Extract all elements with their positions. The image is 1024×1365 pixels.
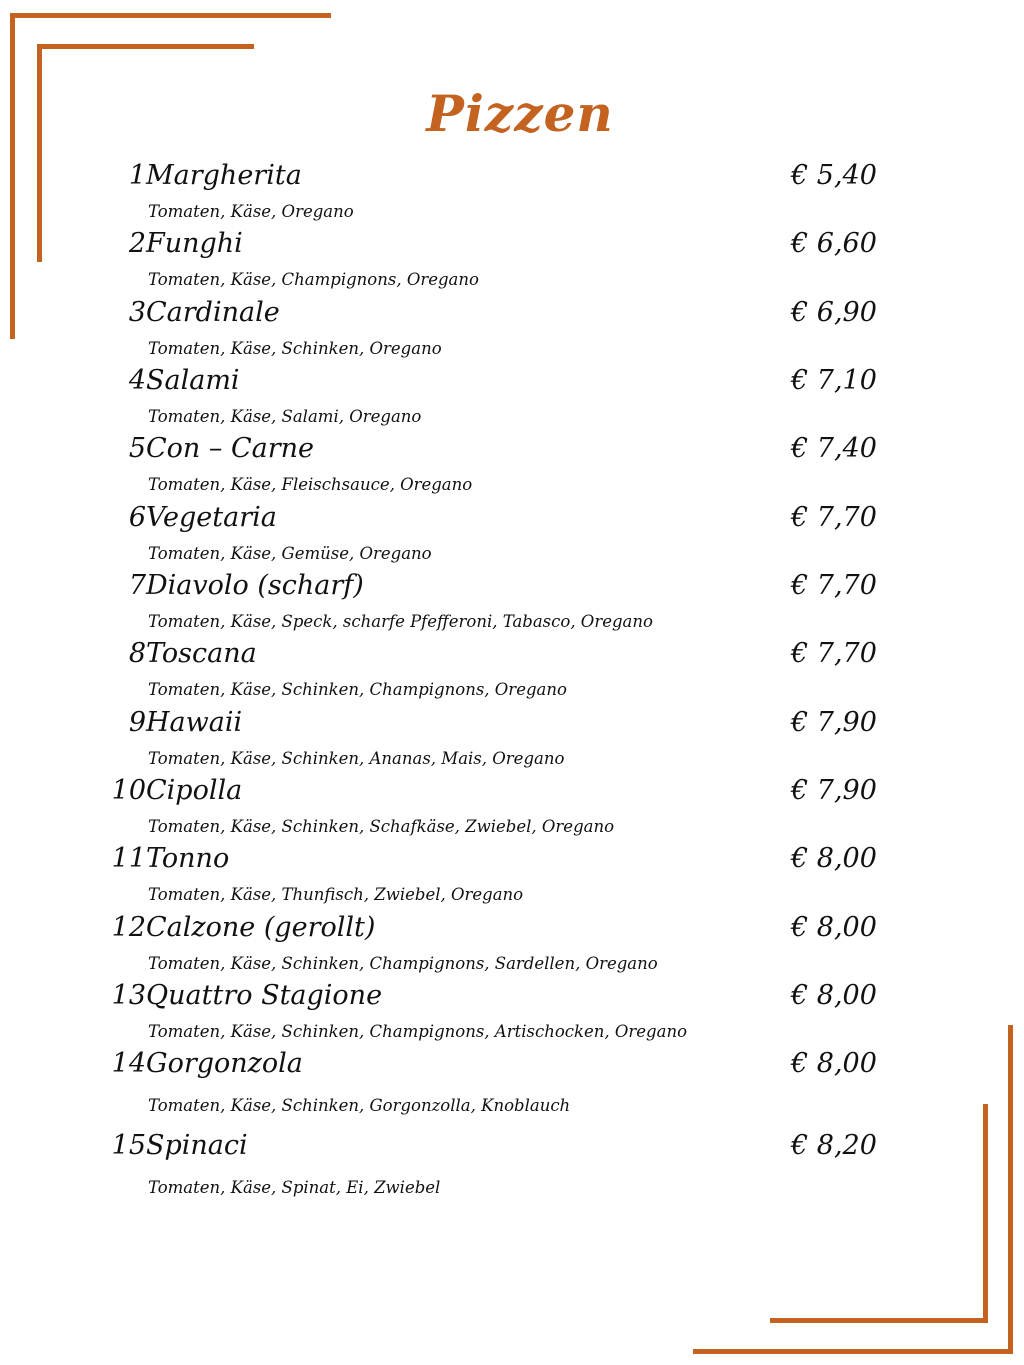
menu-item-number: 3 (128, 297, 146, 328)
menu-item-ingredients: Tomaten, Käse, Oregano (148, 202, 354, 221)
menu-item-price: € 6,60 (791, 228, 877, 259)
menu-item-price: € 7,40 (791, 433, 877, 464)
menu-item-name: Gorgonzola (146, 1048, 303, 1079)
menu-item-header (108, 502, 877, 534)
menu-item (108, 638, 877, 699)
menu-item-number: 4 (128, 365, 146, 396)
menu-item-price: € 7,90 (791, 775, 877, 806)
menu-item-ingredients: Tomaten, Käse, Fleischsauce, Oregano (148, 475, 473, 494)
menu-item-number: 5 (128, 433, 146, 464)
menu-item-ingredients: Tomaten, Käse, Schinken, Schafkäse, Zwiebel, Oregano (148, 817, 615, 836)
menu-item (108, 160, 877, 221)
menu-item-header (108, 707, 877, 739)
menu-item-number: 12 (111, 912, 146, 943)
menu-item (108, 912, 877, 973)
menu-item-price: € 8,00 (791, 1048, 877, 1079)
menu-item-header (108, 570, 877, 602)
menu-item-ingredients: Tomaten, Käse, Schinken, Champignons, Artischocken, Oregano (148, 1022, 688, 1041)
menu-item-header (108, 433, 877, 465)
menu-item-number: 11 (111, 843, 146, 874)
menu-item-ingredients: Tomaten, Käse, Schinken, Oregano (148, 339, 442, 358)
menu-item-header (108, 160, 877, 192)
menu-item-price: € 8,20 (791, 1130, 877, 1161)
menu-item (108, 570, 877, 631)
menu-item (108, 297, 877, 358)
menu-item-name: Con – Carne (146, 433, 314, 464)
menu-item-name: Quattro Stagione (146, 980, 383, 1011)
menu-item (108, 433, 877, 494)
menu-item-number: 7 (128, 570, 146, 601)
menu-item (108, 843, 877, 904)
menu-item-name: Tonno (146, 843, 230, 874)
menu-item-price: € 8,00 (791, 980, 877, 1011)
page-title: Pizzen (426, 84, 614, 143)
menu-item-number: 1 (128, 160, 146, 191)
menu-item-price: € 8,00 (791, 843, 877, 874)
menu-item-name: Hawaii (146, 707, 243, 738)
menu-item-header (108, 843, 877, 875)
menu-item (108, 707, 877, 768)
menu-item-number: 14 (111, 1048, 146, 1079)
menu-item-price: € 7,70 (791, 638, 877, 669)
menu-item-name: Spinaci (146, 1130, 248, 1161)
menu-item-price: € 8,00 (791, 912, 877, 943)
menu-item-ingredients: Tomaten, Käse, Gemüse, Oregano (148, 544, 432, 563)
menu-item-price: € 7,70 (791, 502, 877, 533)
menu-item-number: 6 (128, 502, 146, 533)
menu-item (108, 980, 877, 1041)
corner-line-bottom-inner-vertical (983, 1104, 988, 1323)
menu-item-header (108, 297, 877, 329)
menu-item-header (108, 980, 877, 1012)
menu-item-ingredients: Tomaten, Käse, Schinken, Champignons, Sardellen, Oregano (148, 954, 658, 973)
menu-item-header (108, 365, 877, 397)
menu-item-ingredients: Tomaten, Käse, Thunfisch, Zwiebel, Oregano (148, 885, 524, 904)
menu-item-name: Toscana (146, 638, 257, 669)
menu-item-number: 13 (111, 980, 146, 1011)
menu-item-name: Diavolo (scharf) (146, 570, 364, 601)
menu-item-name: Vegetaria (146, 502, 277, 533)
menu-item-header (108, 775, 877, 807)
menu-item-ingredients: Tomaten, Käse, Champignons, Oregano (148, 270, 479, 289)
menu-item (108, 775, 877, 836)
corner-line-bottom-outer-horizontal (693, 1349, 1013, 1354)
menu-item-name: Funghi (146, 228, 243, 259)
menu-item-number: 9 (128, 707, 146, 738)
corner-line-top-outer-horizontal (12, 13, 331, 18)
menu-item-header (108, 912, 877, 944)
menu-item-name: Calzone (gerollt) (146, 912, 376, 943)
menu-item (108, 365, 877, 426)
menu-item-header (108, 638, 877, 670)
menu-item-name: Cardinale (146, 297, 280, 328)
menu-item (108, 1130, 877, 1197)
menu-item-number: 10 (111, 775, 146, 806)
corner-line-bottom-inner-horizontal (770, 1318, 988, 1323)
menu-item-price: € 5,40 (791, 160, 877, 191)
menu-item-ingredients: Tomaten, Käse, Spinat, Ei, Zwiebel (148, 1178, 441, 1197)
menu-item-ingredients: Tomaten, Käse, Schinken, Gorgonzolla, Knoblauch (148, 1096, 571, 1115)
menu-item-name: Margherita (146, 160, 302, 191)
menu-item-number: 2 (128, 228, 146, 259)
menu-item-name: Cipolla (146, 775, 243, 806)
corner-line-top-inner-vertical (37, 44, 42, 262)
menu-item-price: € 7,10 (791, 365, 877, 396)
menu-item-ingredients: Tomaten, Käse, Speck, scharfe Pfefferoni, Tabasco, Oregano (148, 612, 653, 631)
menu-item-header (108, 1048, 877, 1080)
menu-item-name: Salami (146, 365, 240, 396)
menu-item (108, 502, 877, 563)
corner-line-bottom-outer-vertical (1008, 1025, 1013, 1354)
menu-item-ingredients: Tomaten, Käse, Schinken, Ananas, Mais, Oregano (148, 749, 565, 768)
menu-item-price: € 7,90 (791, 707, 877, 738)
menu-item (108, 1048, 877, 1115)
menu-item-price: € 7,70 (791, 570, 877, 601)
menu-item-number: 8 (128, 638, 146, 669)
menu-item-ingredients: Tomaten, Käse, Schinken, Champignons, Oregano (148, 680, 567, 699)
corner-line-top-inner-horizontal (37, 44, 254, 49)
menu-item-header (108, 1130, 877, 1162)
menu-item-number: 15 (111, 1130, 146, 1161)
corner-line-top-outer-vertical (10, 13, 15, 339)
menu-item-price: € 6,90 (791, 297, 877, 328)
menu-item-ingredients: Tomaten, Käse, Salami, Oregano (148, 407, 422, 426)
menu-item-header (108, 228, 877, 260)
menu-item (108, 228, 877, 289)
